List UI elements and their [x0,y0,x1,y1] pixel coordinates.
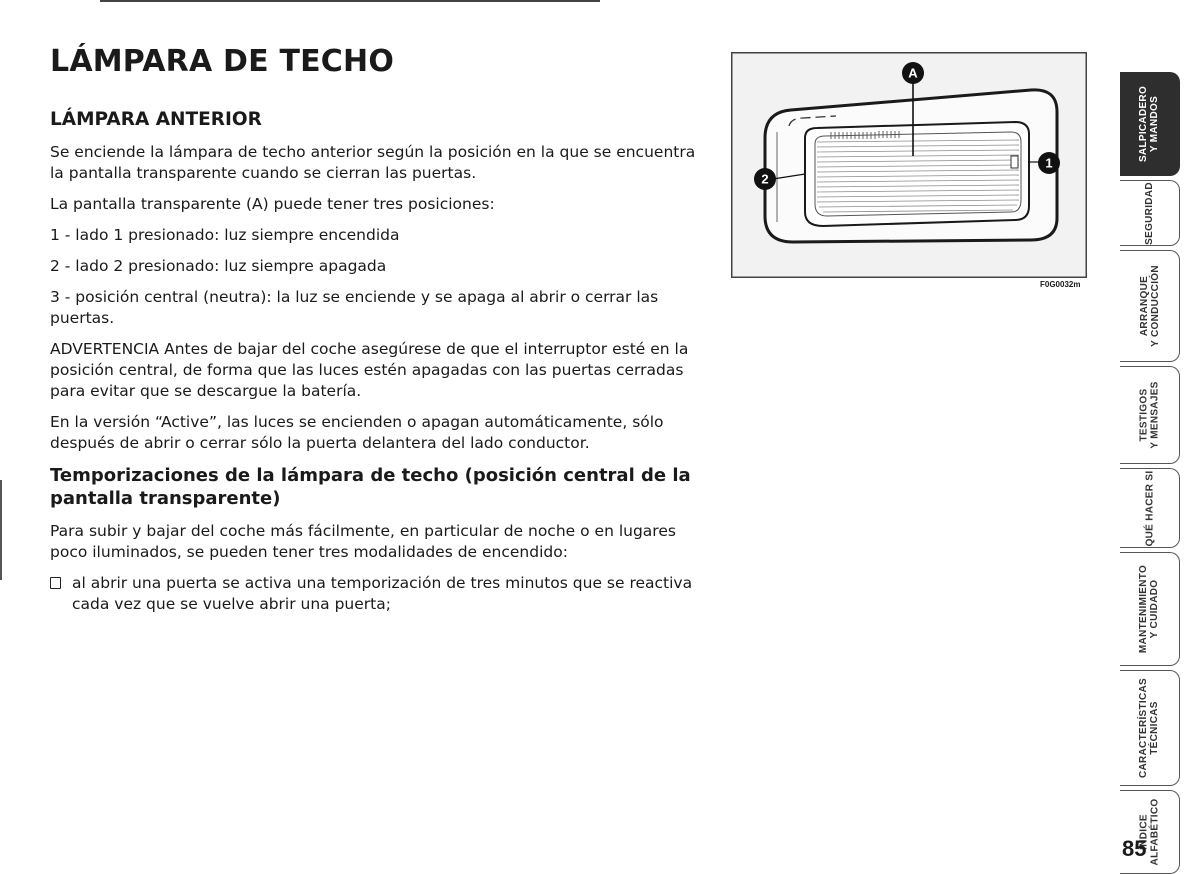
positions-intro: La pantalla transparente (A) puede tener tres posiciones: [50,195,495,213]
svg-text:A: A [908,65,918,81]
callout-a-badge [902,62,924,84]
tab-label-line1: QUÉ HACER SI [1144,470,1155,546]
timers-heading: Temporizaciones de la lámpara de techo (posición central de la pantalla transparente) [50,465,691,509]
list-item [50,573,710,615]
tab-testigos-y-mensajes[interactable] [1120,366,1180,464]
tab-arranque-y-conduccion[interactable] [1120,250,1180,362]
figure-code: F0G0032m [1040,280,1081,289]
warning-paragraph: ADVERTENCIA Antes de bajar del coche asegúrese de que el interruptor esté en la posición central, de forma que las luces estén apagadas con las puertas cerradas para evitar que se descargue la batería. [50,340,689,400]
tab-label-line1: ÍNDICE [1138,814,1150,850]
tab-label-line1: SALPICADERO [1138,85,1150,163]
tab-label-line2: Y CONDUCCIÓN [1149,265,1161,347]
ceiling-lamp-figure [731,52,1087,278]
top-rule [100,0,600,2]
timers-intro: Para subir y bajar del coche más fácilmente, en particular de noche o en lugares poco iluminados, se pueden tener tres modalidades de encendido: [50,522,676,561]
position-1: 1 - lado 1 presionado: luz siempre encendida [50,226,400,244]
tab-label-line2: Y MANDOS [1149,95,1161,153]
position-2: 2 - lado 2 presionado: luz siempre apagada [50,257,387,275]
active-version-paragraph: En la versión “Active”, las luces se encienden o apagan automáticamente, sólo después de abrir o cerrar sólo la puerta delantera del lado conductor. [50,413,664,452]
page-number: 85 [1122,836,1147,861]
tab-label-line1: SEGURIDAD [1144,181,1155,245]
svg-text:2: 2 [761,171,769,187]
tab-label-line2: Y CUIDADO [1149,579,1161,639]
intro-paragraph: Se enciende la lámpara de techo anterior según la posición en la que se encuentra la pantalla transparente cuando se cierran las puertas. [50,143,696,182]
main-content [50,44,710,625]
tab-mantenimiento-y-cuidado[interactable] [1120,552,1180,666]
tab-label-line2: ALFABÉTICO [1149,798,1161,866]
tab-seguridad[interactable] [1120,180,1180,246]
left-margin-rule [0,480,2,580]
tab-salpicadero-y-mandos[interactable] [1120,72,1180,176]
transparent-lens [805,122,1029,226]
svg-text:1: 1 [1045,155,1053,171]
tab-label-line1: MANTENIMIENTO [1138,564,1150,654]
callout-1-badge [1038,152,1060,174]
tab-caracteristicas-tecnicas[interactable] [1120,670,1180,786]
checkbox-bullet-icon [50,577,61,589]
tab-label-line1: CARACTERÍSTICAS [1138,677,1150,779]
callout-2-badge [754,168,776,190]
tab-que-hacer-si[interactable] [1120,468,1180,548]
tab-label-line1: ARRANQUE [1138,275,1150,337]
section-title: LÁMPARA DE TECHO [50,44,395,79]
position-3: 3 - posición central (neutra): la luz se enciende y se apaga al abrir o cerrar las puertas. [50,288,659,327]
subsection-title: LÁMPARA ANTERIOR [50,109,262,130]
bullet-text: al abrir una puerta se activa una temporización de tres minutos que se reactiva cada vez que se vuelve abrir una puerta; [72,574,693,613]
tab-label-line1: TESTIGOS [1138,388,1150,442]
tab-label-line2: TÉCNICAS [1149,701,1161,755]
tab-label-line2: Y MENSAJES [1149,381,1161,449]
